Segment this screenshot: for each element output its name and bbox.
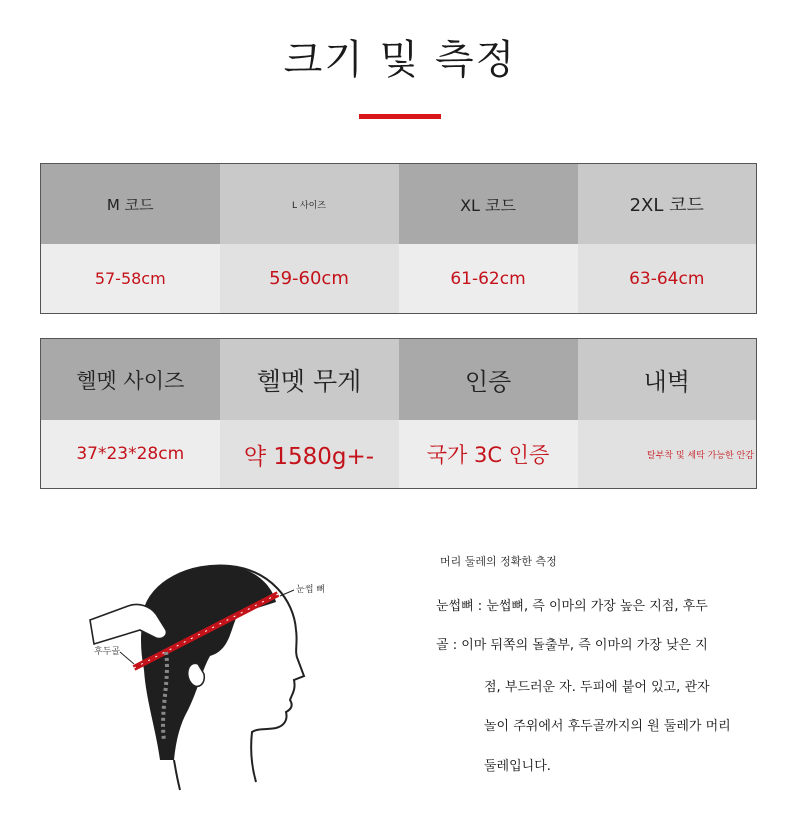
- head-measurement-figure: [80, 560, 340, 792]
- size-value-xl: 61-62cm: [450, 268, 526, 289]
- size-header-m: M 코드: [106, 195, 154, 214]
- size-value-m: 57-58cm: [94, 269, 166, 288]
- note-title: 머리 둘레의 정확한 측정: [440, 555, 557, 568]
- note-line: 눈썹뼈 : 눈썹뼈, 즉 이마의 가장 높은 지점, 후두: [436, 599, 708, 614]
- brow-label: 눈썹 뼈: [296, 585, 325, 595]
- spec-header-lining: 내벽: [643, 368, 690, 396]
- spec-value-cell: [41, 420, 220, 489]
- neck-outline: [174, 760, 180, 790]
- size-header-xl: XL 코드: [460, 195, 516, 215]
- size-value-cell: [220, 244, 399, 314]
- note-line: 놀이 주위에서 후두골까지의 원 둘레가 머리: [484, 719, 731, 734]
- back-leader-line: [120, 652, 134, 664]
- spec-value-cell: [578, 420, 757, 489]
- spec-header-cert: 인증: [464, 368, 512, 396]
- spec-table: [40, 338, 757, 489]
- size-header-cell: [220, 164, 399, 245]
- title-underline: [359, 114, 441, 119]
- size-header-cell: [578, 164, 757, 245]
- back-label: 후두골: [94, 647, 121, 657]
- spec-header-cell: [578, 339, 757, 421]
- spec-value-row: [41, 420, 757, 489]
- spec-value-cell: [220, 420, 399, 489]
- note-line: 점, 부드러운 자. 두피에 붙어 있고, 관자: [484, 680, 710, 695]
- size-value-cell: [578, 244, 757, 314]
- spec-value-cell: [399, 420, 578, 489]
- note-line: 골 : 이마 뒤쪽의 돌출부, 즉 이마의 가장 낮은 지: [436, 638, 708, 653]
- size-value-2xl: 63-64cm: [629, 268, 705, 289]
- size-header-cell: [41, 164, 220, 245]
- spec-header-row: [41, 339, 757, 421]
- size-header-l: L 사이즈: [292, 200, 326, 211]
- spec-value-size: 37*23*28cm: [76, 444, 185, 464]
- spec-header-size: 헬멧 사이즈: [76, 368, 185, 393]
- size-header-cell: [399, 164, 578, 245]
- spec-header-cell: [399, 339, 578, 421]
- note-line: 둘레입니다.: [484, 759, 551, 774]
- size-value-cell: [399, 244, 578, 314]
- size-value-l: 59-60cm: [269, 268, 349, 289]
- size-header-row: [41, 164, 757, 245]
- size-header-2xl: 2XL 코드: [629, 195, 704, 216]
- size-value-row: [41, 244, 757, 314]
- page-title: 크기 및 측정: [283, 37, 517, 83]
- size-table: [40, 163, 757, 314]
- spec-value-weight: 약 1580g+-: [243, 443, 375, 470]
- spec-value-lining: 탈부착 및 세탁 가능한 안감: [646, 450, 754, 461]
- spec-header-cell: [41, 339, 220, 421]
- spec-header-cell: [220, 339, 399, 421]
- spec-value-cert: 국가 3C 인증: [426, 443, 550, 467]
- size-value-cell: [41, 244, 220, 314]
- spec-header-weight: 헬멧 무게: [256, 366, 362, 396]
